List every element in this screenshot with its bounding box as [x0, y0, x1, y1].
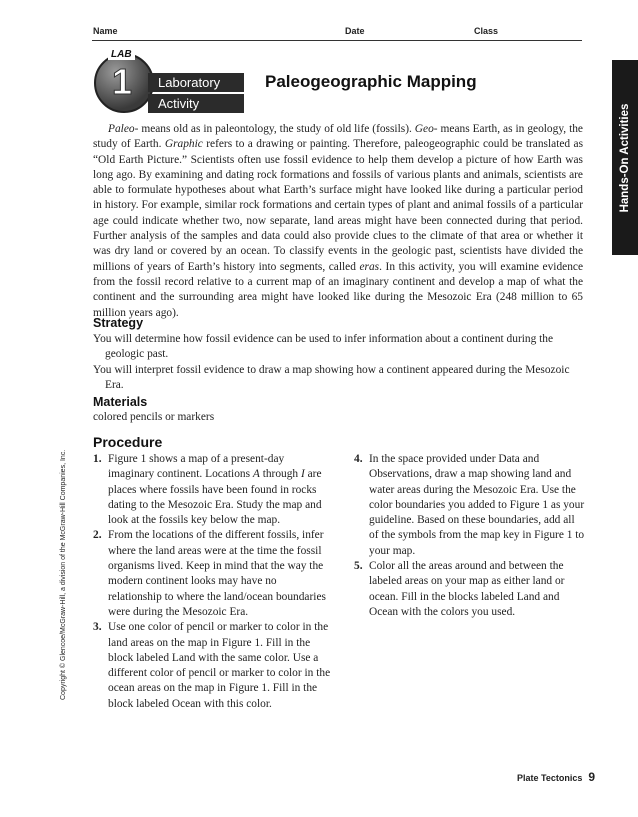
procedure-step: 4. In the space provided under Data and Observations, draw a map showing land and water areas during the Mesozoic Era. Use the color boundaries you added to Figure 1 as your guideline. Based on these boundaries, add all of the symbols from the map key in Figure 1 to your map.	[354, 453, 585, 557]
strategy-heading: Strategy	[93, 316, 144, 330]
date-label: Date	[345, 26, 365, 36]
materials-body: colored pencils or markers	[93, 411, 215, 423]
procedure-step: 2. From the locations of the different fossils, infer where the land areas were at the time the fossil organisms lived. Keep in mind that the way the modern continent looks may have no relationship to where the land/ocean boundaries were during the Mesozoic Era.	[93, 529, 326, 618]
page-number: 9	[588, 770, 596, 784]
side-tab	[612, 60, 638, 255]
procedure-heading: Procedure	[93, 434, 163, 450]
lab-word: LAB	[108, 49, 135, 60]
procedure-left-column	[93, 452, 331, 712]
page-footer	[517, 770, 595, 784]
lab-type-line1: Laboratory	[148, 73, 244, 92]
intro-paragraph: Paleo- means old as in paleontology, the study of old life (fossils). Geo- means Earth, as in geology, the study of Earth. Graphic refers to a drawing or painting. Therefore, paleogeographic could be translated as “Old Earth Picture.” Scientists often use fossil evidence to help them develop a picture of how Earth was long ago. By examining and dating rock formations and fossils of various plants and animals, scientists are able to formulate hypotheses about what Earth’s surface might have looked like during a particular period in history. For example, similar rock formations and certain types of plant and animal fossils of a particular age could indicate whether two, now separate, land areas might have been connected during that period. Further analysis of the samples and data could also provide clues to the climate of that area or whether it was dry land or covered by an ocean. To classify events in the geologic past, scientists have divided the millions of years of Earth’s history into segments, called eras. In this activity, you will examine evidence from the fossil record relative to a current map of an imaginary continent and develop a map of what the continent and the surrounding area might have looked like during the Mesozoic Era (248 million to 65 million years ago).	[93, 123, 584, 319]
side-tab-label: Hands-On Activities	[619, 103, 631, 212]
header-rule	[92, 40, 582, 41]
strategy-line: You will interpret fossil evidence to draw a map showing how a continent appeared during the Mesozoic Era.	[93, 363, 570, 391]
page-title: Paleogeographic Mapping	[265, 72, 477, 91]
procedure-right-column	[354, 452, 586, 620]
footer-section: Plate Tectonics	[517, 773, 583, 783]
materials-heading: Materials	[93, 395, 148, 409]
copyright-notice: Copyright © Glencoe/McGraw-Hill, a division of the McGraw-Hill Companies, Inc.	[60, 449, 67, 700]
procedure-step: 5. Color all the areas around and between the labeled areas on your map as either land or ocean. Fill in the blocks labeled Land and Ocean with the colors you used.	[354, 560, 565, 618]
lab-number: 1	[111, 61, 133, 102]
name-label: Name	[93, 26, 118, 36]
class-label: Class	[474, 26, 499, 36]
strategy-line: You will determine how fossil evidence can be used to infer information about a continent during the geologic past.	[93, 333, 554, 361]
procedure-step: 1. Figure 1 shows a map of a present-day imaginary continent. Locations A through I are places where fossils have been found in rocks dating to the Mesozoic Era. Study the map and look at the fossils key below the map.	[93, 453, 322, 527]
procedure-step: 3. Use one color of pencil or marker to color in the land areas on the map in Figure 1. Fill in the block labeled Land with the same color. Use a different color of pencil or marker to color in the ocean areas on the map in Figure 1. Fill in the block labeled Ocean with this color.	[93, 621, 331, 710]
strategy-body	[93, 332, 583, 393]
lab-type-line2: Activity	[148, 94, 244, 113]
